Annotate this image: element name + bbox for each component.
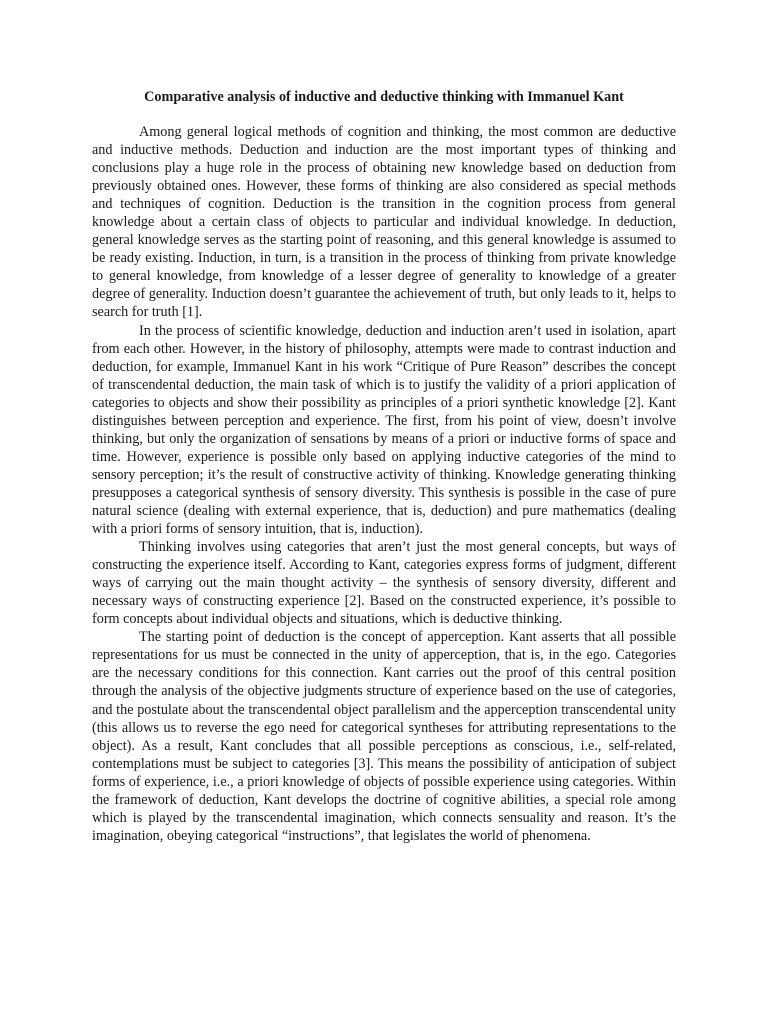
paragraph-1: Among general logical methods of cognition and thinking, the most common are deductive and inductive methods. Deduction and induction are the most important types of thinking and conclusions play a huge role in the process of obtaining new knowledge based on deduction from previously obtained ones. However, these forms of thinking are also considered as special methods and techniques of cognition. Deduction is the transition in the cognition process from general knowledge about a certain class of objects to particular and individual knowledge. In deduction, general knowledge serves as the starting point of reasoning, and this general knowledge is assumed to be ready existing. Induction, in turn, is a transition in the process of thinking from private knowledge to general knowledge, from knowledge of a lesser degree of generality to knowledge of a greater degree of generality. Induction doesn’t guarantee the achievement of truth, but only leads to it, helps to search for truth [1]. — [92, 124, 676, 321]
document-title: Comparative analysis of inductive and deductive thinking with Immanuel Kant — [144, 89, 624, 105]
paragraph-3: Thinking involves using categories that aren’t just the most general concepts, but ways of constructing the experience itself. According to Kant, categories express forms of judgment, different ways of carrying out the main thought activity – the synthesis of sensory diversity, different and necessary ways of constructing experience [2]. Based on the constructed experience, it’s possible to form concepts about individual objects and situations, which is deductive thinking. — [92, 539, 676, 628]
paragraph-4: The starting point of deduction is the concept of apperception. Kant asserts that all possible representations for us must be connected in the unity of apperception, that is, in the ego. Categories are the necessary conditions for this connection. Kant carries out the proof of this central position through the analysis of the objective judgments structure of experience based on the use of categories, and the postulate about the transcendental object parallelism and the apperception transcendental unity (this allows us to reverse the ego need for categorical syntheses for attributing representations to the object). As a result, Kant concludes that all possible perceptions as conscious, i.e., self-related, contemplations must be subject to categories [3]. This means the possibility of anticipation of subject forms of experience, i.e., a priori knowledge of objects of possible experience using categories. Within the framework of deduction, Kant develops the doctrine of cognitive abilities, a special role among which is played by the transcendental imagination, which connects sensuality and reason. It’s the imagination, obeying categorical “instructions”, that legislates the world of phenomena. — [92, 629, 676, 844]
paragraph-2: In the process of scientific knowledge, deduction and induction aren’t used in isolation, apart from each other. However, in the history of philosophy, attempts were made to contrast induction and deduction, for example, Immanuel Kant in his work “Critique of Pure Reason” describes the concept of transcendental deduction, the main task of which is to justify the validity of a priori application of categories to objects and show their possibility as principles of a priori synthetic knowledge [2]. Kant distinguishes between perception and experience. The first, from his point of view, doesn’t involve thinking, but only the organization of sensations by means of a priori or inductive forms of space and time. However, experience is possible only based on applying inductive categories of the mind to sensory perception; it’s the result of constructive activity of thinking. Knowledge generating thinking presupposes a categorical synthesis of sensory diversity. This synthesis is possible in the case of pure natural science (dealing with external experience, that is, deduction) and pure mathematics (dealing with a priori forms of sensory intuition, that is, induction). — [92, 322, 676, 538]
document-body — [92, 123, 676, 845]
